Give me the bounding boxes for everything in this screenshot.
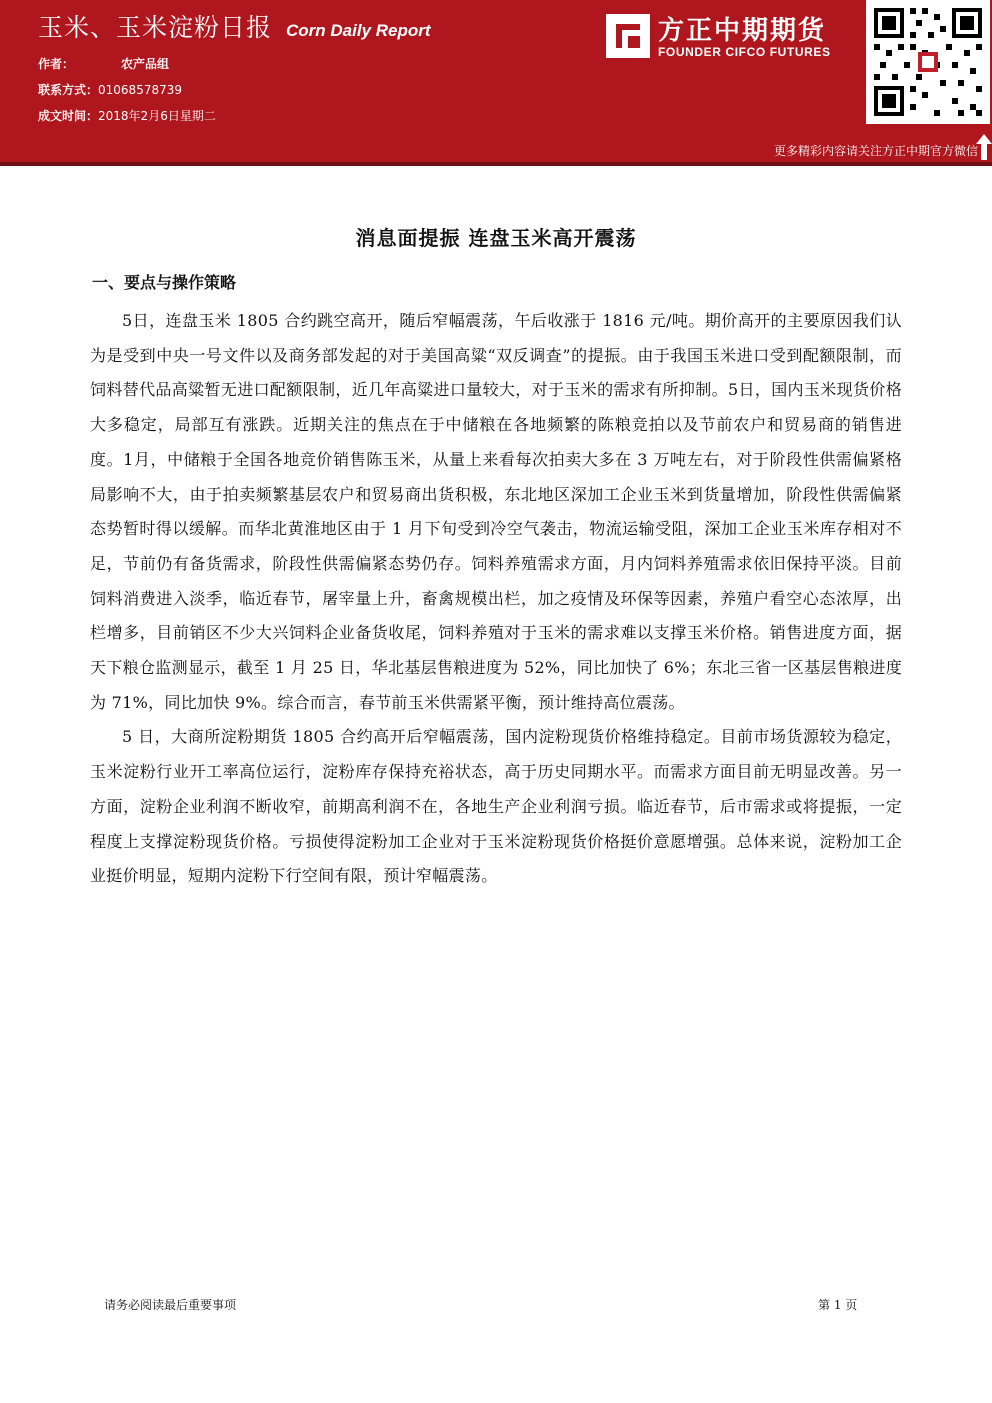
author-value: 农产品组 [121,57,170,71]
header-title-row [38,8,431,48]
meta-author [38,55,169,72]
qr-code-icon [866,0,990,124]
section-heading: 一、要点与操作策略 [92,273,237,292]
footer-disclaimer: 请务必阅读最后重要事项 [104,1298,237,1312]
logo-text-cn: 方正中期期货 [658,16,827,46]
report-header [0,0,992,162]
date-label: 成文时间： [38,109,99,123]
paragraph-starch: 5 日，大商所淀粉期货 1805 合约高开后窄幅震荡，国内淀粉现货价格维持稳定。目前市场货源较为稳定，玉米淀粉行业开工率高位运行，淀粉库存保持充裕状态，高于历史同期水平。而需求方面目前无明显改善。另一方面，淀粉企业利润不断收窄，前期高利润不在，各地生产企业利润亏损。临近春节，后市需求或将提振，一定程度上支撑淀粉现货价格。亏损使得淀粉加工企业对于玉米淀粉现货价格挺价意愿增强。总体来说，淀粉加工企业挺价明显，短期内淀粉下行空间有限，预计窄幅震荡。 [90,727,902,886]
date-value: 2018年2月6日星期二 [98,109,216,123]
up-arrow-icon [976,134,992,160]
article-headline: 消息面提振 连盘玉米高开震荡 [355,226,637,250]
contact-value: 01068578739 [98,83,182,97]
article-body [90,304,902,894]
meta-date [38,107,216,124]
header-divider [0,162,992,166]
author-label: 作者： [38,57,75,71]
report-title-cn: 玉米、玉米淀粉日报 [38,13,273,42]
meta-contact [38,81,182,98]
company-logo [606,10,856,60]
follow-wechat-text: 更多精彩内容请关注方正中期官方微信 [773,144,978,158]
contact-label: 联系方式： [38,83,99,97]
footer-page-number: 第 1 页 [818,1298,858,1312]
paragraph-corn: 5日，连盘玉米 1805 合约跳空高开，随后窄幅震荡，午后收涨于 1816 元/吨。期价高开的主要原因我们认为是受到中央一号文件以及商务部发起的对于美国高粱“双反调查”的提振。由于我国玉米进口受到配额限制，而饲料替代品高粱暂无进口配额限制，近几年高粱进口量较大，对于玉米的需求有所抑制。5日，国内玉米现货价格大多稳定，局部互有涨跌。近期关注的焦点在于中储粮在各地频繁的陈粮竞拍以及节前农户和贸易商的销售进度。1月，中储粮于全国各地竞价销售陈玉米，从量上来看每次拍卖大多在 3 万吨左右，对于阶段性供需偏紧格局影响不大，由于拍卖频繁基层农户和贸易商出货积极，东北地区深加工企业玉米到货量增加，阶段性供需偏紧态势暂时得以缓解。而华北黄淮地区由于 1 月下旬受到冷空气袭击，物流运输受阻，深加工企业玉米库存相对不足，节前仍有备货需求，阶段性供需偏紧态势仍存。饲料养殖需求方面，月内饲料养殖需求依旧保持平淡。目前饲料消费进入淡季，临近春节，屠宰量上升，畜禽规模出栏，加之疫情及环保等因素，养殖户看空心态浓厚，出栏增多，目前销区不少大兴饲料企业备货收尾，饲料养殖对于玉米的需求难以支撑玉米价格。销售进度方面，据天下粮仓监测显示，截至 1 月 25 日，华北基层售粮进度为 52%，同比加快了 6%；东北三省一区基层售粮进度为 71%，同比加快 9%。综合而言，春节前玉米供需紧平衡，预计维持高位震荡。 [90,311,902,712]
logo-text-en: FOUNDER CIFCO FUTURES [658,45,831,59]
report-title-en: Corn Daily Report [286,21,431,40]
founder-logo-icon [606,14,650,58]
